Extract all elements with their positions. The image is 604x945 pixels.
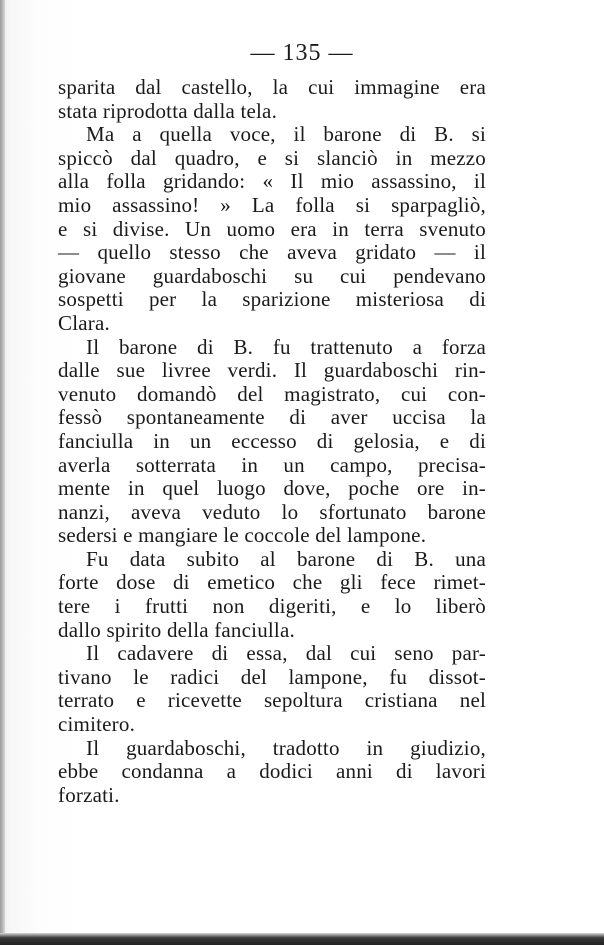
text-line: mio assassino! » La folla si sparpagliò, [58, 192, 486, 217]
text-line: fanciulla in un eccesso di gelosia, e di [58, 428, 486, 453]
text-line: dallo spirito della fanciulla. [58, 617, 295, 642]
text-line: Il cadavere di essa, dal cui seno par- [86, 641, 486, 666]
text-line: stata riprodotta dalla tela. [58, 98, 278, 123]
text-line: sedersi e mangiare le coccole del lampone. [58, 523, 427, 548]
text-line: tivano le radici del lampone, fu dissot- [58, 664, 486, 689]
text-line: averla sotterrata in un campo, precisa- [58, 452, 486, 477]
text-line: sospetti per la sparizione misteriosa di [58, 287, 486, 312]
page-number: — 135 — [250, 40, 354, 66]
text-line: forzati. [58, 782, 120, 807]
text-line: fessò spontaneamente di aver uccisa la [58, 405, 486, 430]
text-line: terrato e ricevette sepoltura cristiana nel [58, 688, 486, 713]
text-line: mente in quel luogo dove, poche ore in- [58, 476, 486, 501]
text-line: venuto domandò del magistrato, cui con- [58, 381, 486, 406]
text-line: nanzi, aveva veduto lo sfortunato barone [58, 499, 486, 524]
text-line: ebbe condanna a dodici anni di lavori [58, 759, 486, 784]
text-line: Il barone di B. fu trattenuto a forza [86, 334, 486, 359]
text-line: alla folla gridando: « Il mio assassino, il [58, 169, 486, 194]
text-line: Ma a quella voce, il barone di B. si [86, 122, 486, 147]
page-binding-edge [0, 0, 5, 945]
text-line: sparita dal castello, la cui immagine era [58, 75, 486, 99]
text-line: — quello stesso che aveva gridato — il [58, 240, 486, 265]
text-line: dalle sue livree verdi. Il guardaboschi rin- [58, 358, 486, 383]
text-line: e si divise. Un uomo era in terra svenuto [58, 216, 486, 241]
page-bottom-edge [0, 933, 604, 945]
text-line: cimitero. [58, 712, 136, 737]
body-text [58, 76, 486, 807]
text-line: spiccò dal quadro, e si slanciò in mezzo [58, 145, 486, 170]
text-line: forte dose di emetico che gli fece rimet- [58, 570, 486, 595]
text-line: Fu data subito al barone di B. una [86, 546, 486, 571]
text-line: tere i frutti non digeriti, e lo liberò [58, 594, 486, 619]
text-line: Clara. [58, 310, 110, 335]
text-line: giovane guardaboschi su cui pendevano [58, 263, 486, 288]
text-line: Il guardaboschi, tradotto in giudizio, [86, 735, 486, 760]
